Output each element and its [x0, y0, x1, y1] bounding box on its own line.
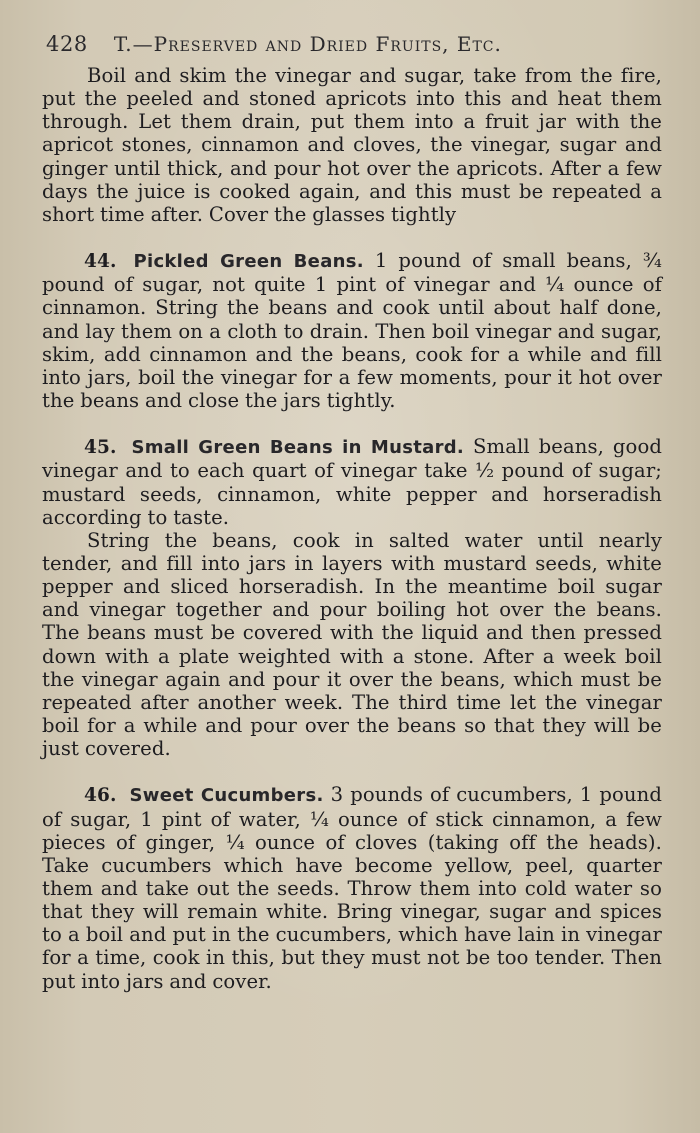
page-number: 428 — [46, 32, 88, 56]
recipe-45-paragraph — [42, 435, 662, 529]
apricot-continuation-paragraph: Boil and skim the vinegar and sugar, take from the fire, put the peeled and stoned apricots into this and heat them through. Let them drain, put them into a fruit jar with the apricot stones, cinnamon and cloves, the vinegar, sugar and ginger until thick, and pour hot over the apricots. After a few days the juice is cooked again, and this must be repeated a short time after. Cover the glasses tightly — [42, 64, 662, 226]
recipe-46-title: Sweet Cucumbers. — [129, 785, 324, 807]
recipe-45-method-paragraph: String the beans, cook in salted water until nearly tender, and fill into jars in layers with mustard seeds, white pepper and sliced horseradish. In the meantime boil sugar and vinegar together and pour boiling hot over the beans. The beans must be covered with the liquid and then pressed down with a plate weighted with a stone. After a week boil the vinegar again and pour it over the beans, which must be repeated after another week. The third time let the vinegar boil for a while and pour over the beans so that they will be just covered. — [42, 528, 662, 761]
recipe-46-paragraph — [42, 783, 662, 992]
recipe-46-number: 46. — [84, 785, 117, 807]
recipe-44-title: Pickled Green Beans. — [133, 251, 364, 273]
recipe-45-title: Small Green Beans in Mustard. — [131, 437, 465, 459]
page-header — [46, 32, 662, 56]
recipe-45-number: 45. — [84, 437, 117, 459]
recipe-44-paragraph — [42, 249, 662, 412]
recipe-44-text: 1 pound of small beans, ¾ pound of sugar, not quite 1 pint of vinegar and ¼ ounce of cinnamon. String the beans and cook until about half done, and lay them on a cloth to drain. Then boil vinegar and sugar, skim, add cinnamon and the beans, cook for a while and fill into jars, boil the vinegar for a few moments, pour it hot over the beans and close the jars tightly. — [42, 249, 662, 413]
recipe-46-text: 3 pounds of cucumbers, 1 pound of sugar, 1 pint of water, ¼ ounce of stick cinnamon, a few pieces of ginger, ¼ ounce of cloves (taking off the heads). Take cucumbers which have become yellow, peel, quarter them and take out the seeds. Throw them into cold water so that they will remain white. Bring vinegar, sugar and spices to a boil and put in the cucumbers, which have lain in vinegar for a time, cook in this, but they must not be too tender. Then put into jars and cover. — [42, 783, 662, 993]
recipe-44-number: 44. — [84, 251, 117, 273]
recipe-45-text: Small beans, good vinegar and to each quart of vinegar take ½ pound of sugar; mustard seeds, cinnamon, white pepper and horseradish according to taste. — [42, 435, 662, 529]
running-head: T.—Preserved and Dried Fruits, Etc. — [113, 32, 502, 56]
